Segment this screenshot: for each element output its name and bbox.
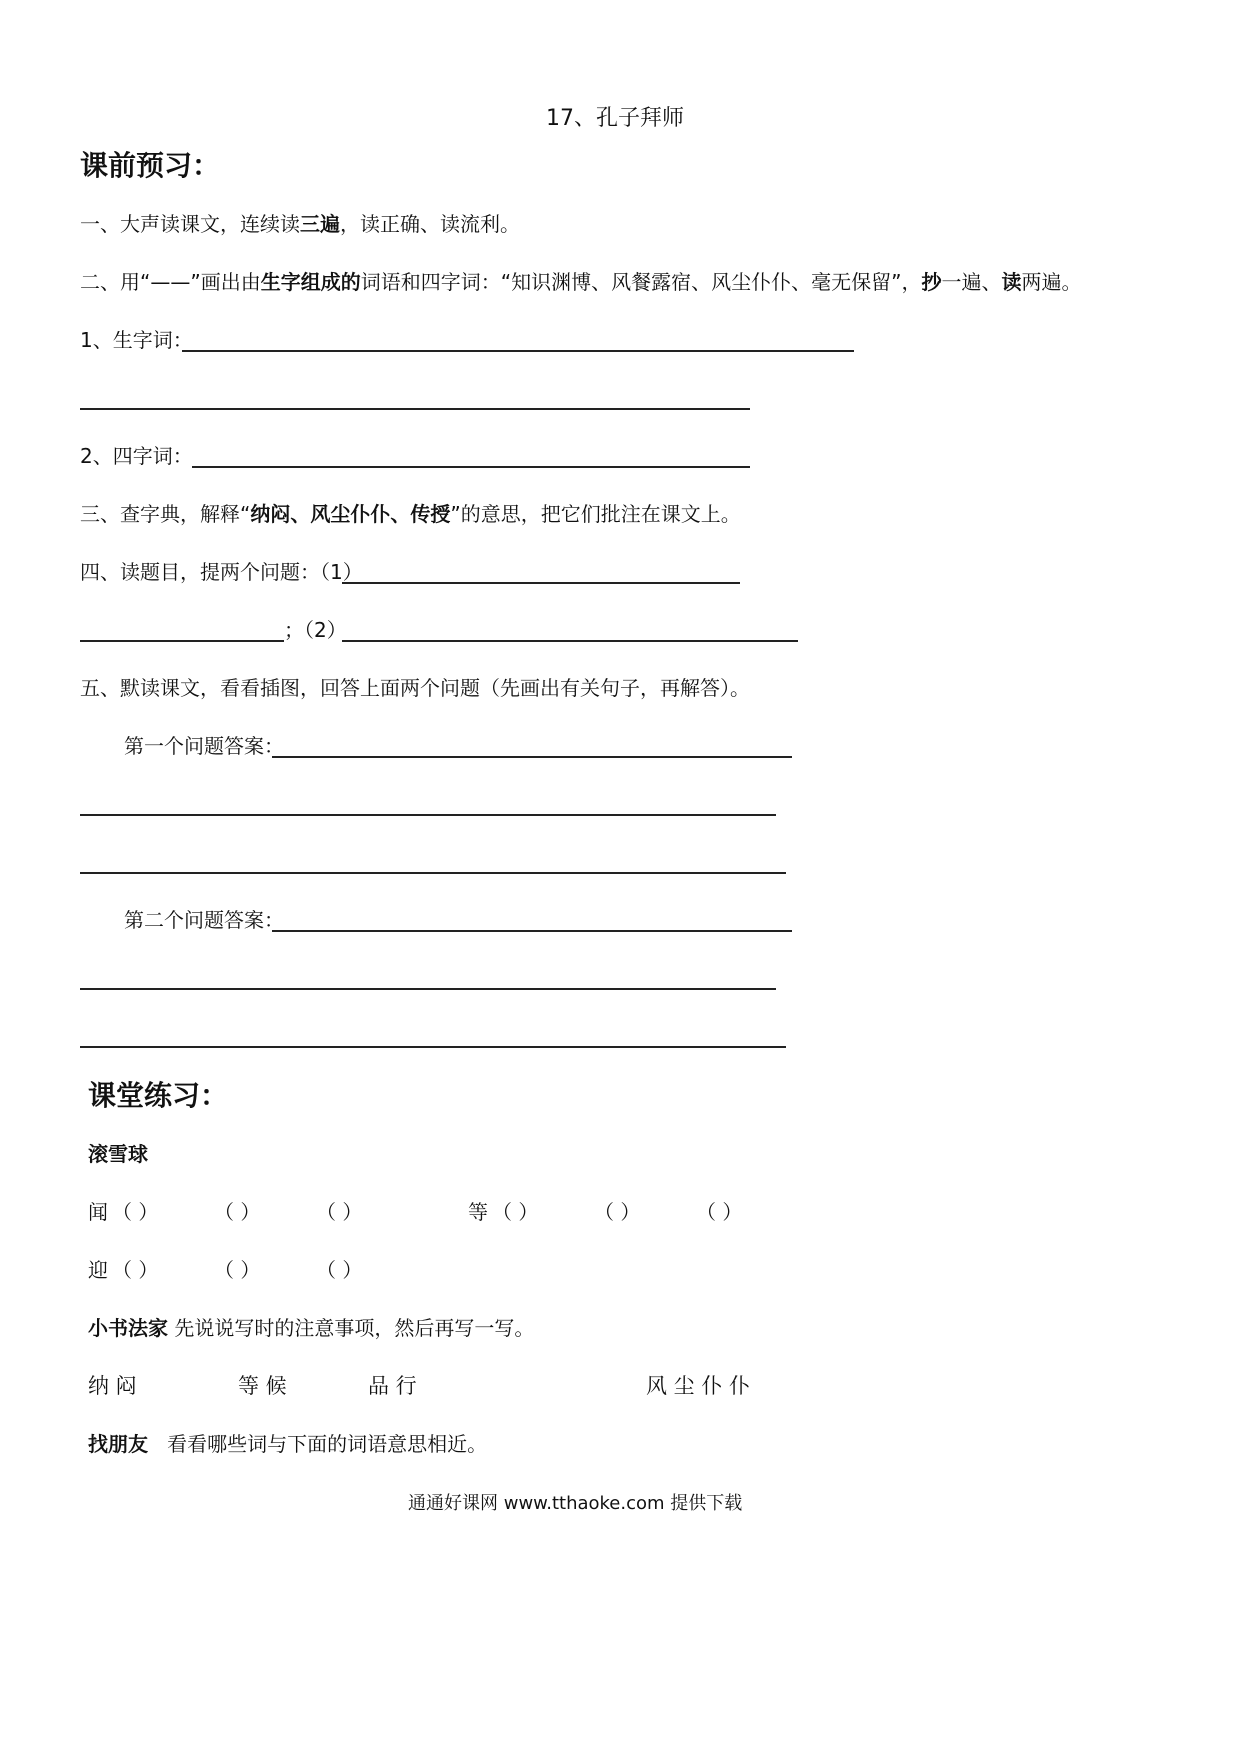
preview-item-3	[80, 500, 741, 528]
calligraphy-word: 品 行	[368, 1374, 417, 1398]
answer-line[interactable]	[80, 408, 750, 410]
blank-parentheses[interactable]: （ ）	[316, 1258, 363, 1282]
friends-instruction: 看看哪些词与下面的词语意思相近。	[167, 1432, 488, 1456]
answer2-label: 第二个问题答案：	[124, 908, 284, 932]
blank-parentheses[interactable]: （ ）	[594, 1200, 641, 1224]
answer-line[interactable]	[272, 756, 792, 758]
blank-parentheses[interactable]: （ ）	[214, 1258, 261, 1282]
answer-line[interactable]	[342, 582, 740, 584]
sub2-label: 2、四字词：	[80, 444, 193, 468]
preview-item-5: 五、默读课文，看看插图，回答上面两个问题（先画出有关句子，再解答）。	[80, 676, 750, 700]
item3-text-c: ”的意思，把它们批注在课文上。	[450, 502, 741, 526]
item2-text-c: 词语和四字词：“知识渊博、风餐露宿、风尘仆仆、毫无保留”，	[360, 270, 922, 294]
page-title: 17、孔子拜师	[546, 106, 684, 131]
item2-text-e: 一遍、	[941, 270, 1002, 294]
blank-parentheses[interactable]: （ ）	[214, 1200, 261, 1224]
blank-parentheses[interactable]: （ ）	[316, 1200, 363, 1224]
preview-item-2	[80, 268, 1081, 296]
calligraphy-word: 等 候	[238, 1374, 287, 1398]
snowball-char: 迎	[88, 1258, 108, 1282]
answer-line[interactable]	[80, 872, 786, 874]
item2-emphasis-1: 生字组成的	[260, 270, 361, 294]
answer-line[interactable]	[80, 988, 776, 990]
footer-text: 通通好课网 www.tthaoke.com 提供下载	[408, 1493, 743, 1514]
classwork-heading: 课堂练习：	[88, 1079, 229, 1112]
item3-text-a: 三、查字典，解释“	[80, 502, 251, 526]
preview-item-1	[80, 210, 520, 238]
item2-emphasis-3: 读	[1001, 270, 1022, 294]
item2-emphasis-2: 抄	[921, 270, 942, 294]
preview-item-4: 四、读题目，提两个问题：（1）	[80, 560, 363, 584]
snowball-char: 闻	[88, 1200, 108, 1224]
friends-line	[88, 1430, 487, 1458]
friends-title: 找朋友	[88, 1432, 148, 1456]
calligraphy-word: 风 尘 仆 仆	[646, 1374, 751, 1398]
item2-text-a: 二、用“——”画出由	[80, 270, 261, 294]
answer-line[interactable]	[80, 1046, 786, 1048]
blank-parentheses[interactable]: （ ）	[696, 1200, 743, 1224]
calligraphy-instruction: 先说说写时的注意事项，然后再写一写。	[174, 1316, 535, 1340]
item1-text-c: ，读正确、读流利。	[340, 212, 520, 236]
answer-line[interactable]	[192, 466, 750, 468]
answer-line[interactable]	[80, 814, 776, 816]
item1-text-a: 一、大声读课文，连续读	[80, 212, 300, 236]
blank-parentheses[interactable]: （ ）	[492, 1200, 539, 1224]
calligraphy-title: 小书法家	[88, 1316, 168, 1340]
calligraphy-line	[88, 1314, 534, 1342]
snowball-title: 滚雪球	[88, 1142, 148, 1166]
item1-emphasis: 三遍	[300, 212, 340, 236]
blank-parentheses[interactable]: （ ）	[112, 1258, 159, 1282]
answer-line[interactable]	[80, 640, 284, 642]
sub1-label: 1、生字词：	[80, 328, 193, 352]
answer1-label: 第一个问题答案：	[124, 734, 284, 758]
snowball-char: 等	[468, 1200, 488, 1224]
answer-line[interactable]	[342, 640, 798, 642]
preview-heading: 课前预习：	[80, 149, 221, 182]
item3-emphasis: 纳闷、风尘仆仆、传授	[250, 502, 451, 526]
question-separator: ；（2）	[284, 618, 347, 642]
item2-text-g: 两遍。	[1021, 270, 1082, 294]
answer-line[interactable]	[272, 930, 792, 932]
calligraphy-word: 纳 闷	[88, 1374, 137, 1398]
blank-parentheses[interactable]: （ ）	[112, 1200, 159, 1224]
answer-line[interactable]	[182, 350, 854, 352]
